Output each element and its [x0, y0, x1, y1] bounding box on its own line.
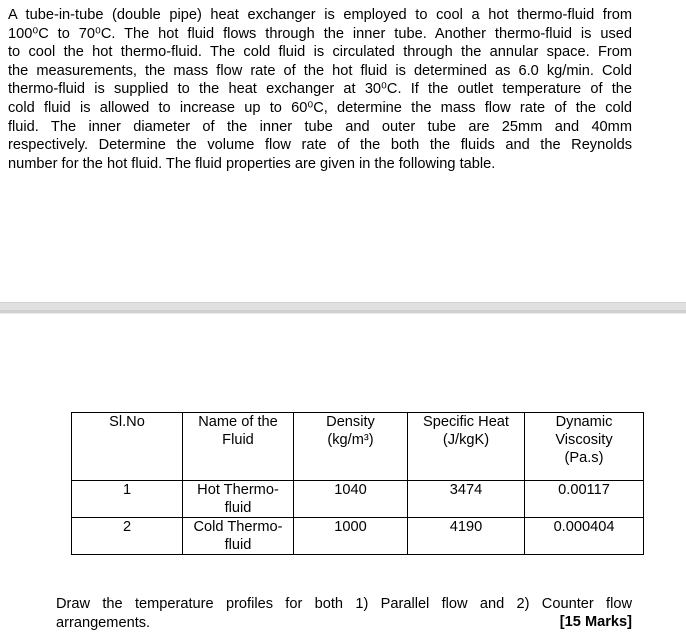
cell-density: 1040	[294, 481, 408, 518]
cell-fluid-name: Cold Thermo- fluid	[183, 518, 294, 555]
instruction-line: arrangements.	[56, 615, 151, 631]
problem-statement	[8, 6, 632, 173]
cell-slno: 2	[72, 518, 183, 555]
cell-density: 1000	[294, 518, 408, 555]
header-fluid-name: Name of the Fluid	[183, 413, 294, 481]
problem-line: number for the hot fluid. The fluid properties are given in the following table.	[8, 155, 496, 172]
cell-specific-heat: 3474	[408, 481, 525, 518]
drawing-instruction	[56, 595, 632, 633]
problem-line: to cool the hot thermo-fluid. The cold fluid is circulated through the annular space. From	[8, 44, 632, 61]
problem-line: the measurements, the mass flow rate of the hot fluid is determined as 6.0 kg/min. Cold	[8, 62, 632, 79]
problem-line: cold fluid is allowed to increase up to 60⁰C, determine the mass flow rate of the cold	[8, 99, 632, 116]
problem-line: thermo-fluid is supplied to the heat exchanger at 30⁰C. If the outlet temperature of the	[8, 81, 632, 98]
marks-label: [15 Marks]	[559, 614, 632, 630]
cell-slno: 1	[72, 481, 183, 518]
page-break-divider	[0, 302, 686, 314]
problem-line: fluid. The inner diameter of the inner tube and outer tube are 25mm and 40mm	[8, 118, 632, 135]
header-density: Density (kg/m³)	[294, 413, 408, 481]
instruction-line: Draw the temperature profiles for both 1) Parallel flow and 2) Counter flow	[56, 596, 632, 612]
cell-viscosity: 0.000404	[525, 518, 644, 555]
table-header-row	[72, 413, 644, 481]
cell-specific-heat: 4190	[408, 518, 525, 555]
problem-line: 100⁰C to 70⁰C. The hot fluid flows through the inner tube. Another thermo-fluid is used	[8, 25, 632, 42]
fluid-properties-table	[71, 412, 644, 555]
table-row	[72, 481, 644, 518]
header-specific-heat: Specific Heat (J/kgK)	[408, 413, 525, 481]
problem-line: respectively. Determine the volume flow rate of the both the fluids and the Reynolds	[8, 137, 632, 154]
problem-line: A tube-in-tube (double pipe) heat exchanger is employed to cool a hot thermo-fluid from	[8, 7, 632, 23]
header-slno: Sl.No	[72, 413, 183, 481]
table-row	[72, 518, 644, 555]
cell-viscosity: 0.00117	[525, 481, 644, 518]
cell-fluid-name: Hot Thermo- fluid	[183, 481, 294, 518]
header-viscosity: Dynamic Viscosity (Pa.s)	[525, 413, 644, 481]
